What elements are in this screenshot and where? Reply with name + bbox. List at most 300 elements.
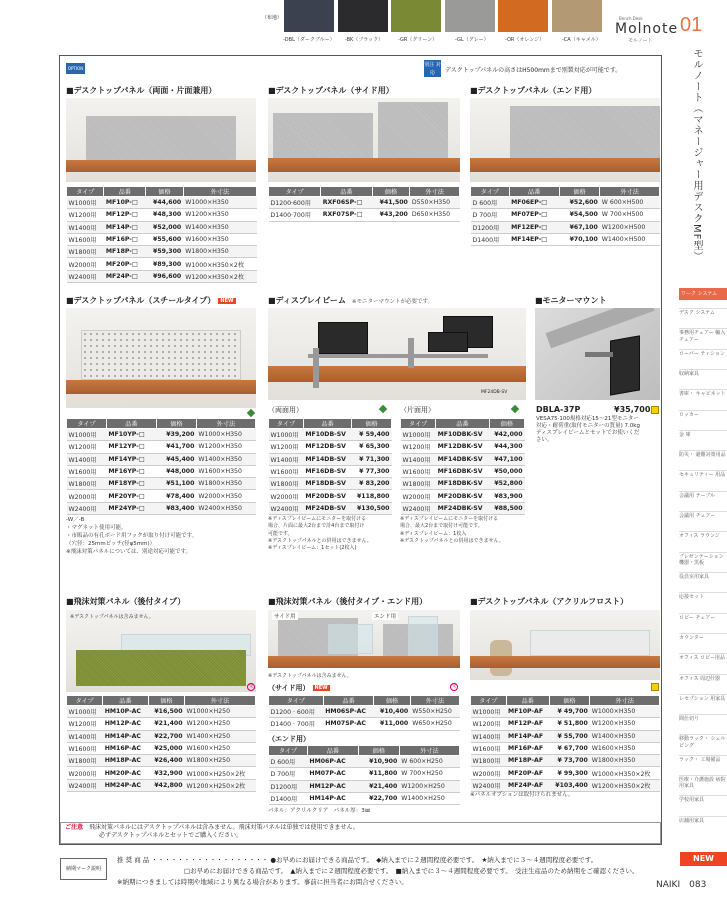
table-cell: ¥52,000 [146, 221, 184, 233]
table-cell: W1800×H350 [590, 755, 660, 767]
table-row [67, 706, 256, 718]
table-splash-side [268, 695, 460, 731]
table-cell: ¥103,400 [549, 779, 589, 791]
table-cell: ¥22,700 [148, 730, 184, 742]
table-row [67, 730, 256, 742]
column-header: タイプ [269, 187, 321, 197]
table-cell: ¥47,100 [489, 453, 524, 465]
table-cell: W1200×H500 [600, 221, 660, 233]
table-cell: ¥78,400 [156, 490, 196, 502]
table-cell: MF24DBK-SV [436, 502, 490, 514]
side-nav-divider [679, 552, 727, 553]
legend-line2: □お早めにお届けできる商品です。 ▲納入までに２週間程度必要です。 ■納入までに３〜４週間程度必要です。 受注生産品のため納期をご確認ください。 [184, 867, 639, 875]
table-cell: MF16P-AF [506, 742, 549, 754]
side-nav-item[interactable]: ロビー チェアー [679, 614, 716, 621]
table-cell: MF24P-□ [104, 270, 146, 282]
table-cell: W1400用 [401, 453, 436, 465]
table-cell: RXF06SP-□ [321, 197, 372, 209]
table-header [269, 746, 460, 756]
table-row [67, 441, 256, 453]
section-title-both-panel: ■デスクトップパネル（両面・片面兼用） [66, 86, 217, 95]
table-row [401, 502, 525, 514]
column-header: 品番 [106, 419, 156, 429]
side-nav-item[interactable]: 収納家具 [679, 370, 700, 377]
table-cell: W2000用 [67, 490, 107, 502]
table-header [401, 419, 525, 429]
table-cell: HM18P-AC [103, 755, 148, 767]
table-cell: MF20P-□ [104, 258, 146, 270]
note-line: ※飛沫対策パネルについては、別途対応可能です。 [66, 548, 192, 555]
table-cell: MF20P-AF [506, 767, 549, 779]
note-line: 対応・耐荷重(取付モニターの質量) 7.0kg [536, 423, 640, 430]
column-header: 品番 [436, 419, 490, 429]
side-nav-divider [679, 572, 727, 573]
table-cell: MF18YP-□ [106, 478, 156, 490]
table-cell: MF14DB-SV [303, 453, 352, 465]
side-nav-divider [679, 511, 727, 512]
table-row [67, 209, 257, 221]
swatch-label-dbl: -DBL（ダークブルー） [283, 37, 335, 43]
table-cell: ¥118,800 [352, 490, 392, 502]
display-single-notes [400, 516, 504, 545]
side-nav-item[interactable]: 防災・ 避難対策用品 [679, 452, 726, 459]
table-cell: ¥22,700 [358, 792, 399, 804]
vertical-title: モルノート（マネージャー用デスクMF型） [691, 48, 702, 263]
table-cell: W 600×H250 [399, 756, 459, 768]
table-row [67, 197, 257, 209]
legend-box: 納期マーク説明 [60, 858, 107, 880]
table-cell: ¥54,500 [559, 209, 599, 221]
table-row [401, 465, 525, 477]
table-cell: HM12P-AC [307, 780, 358, 792]
table-header [67, 696, 256, 706]
column-header: 価格 [156, 419, 196, 429]
side-nav-item[interactable]: オフィス 周辺什器 [679, 675, 721, 682]
side-nav-divider [679, 389, 727, 390]
side-nav-divider [679, 369, 727, 370]
photo-monitor-mount [535, 308, 660, 400]
table-cell: W1200用 [401, 441, 436, 453]
table-cell: ¥ 49,700 [549, 706, 589, 718]
table-cell: W1200用 [269, 441, 304, 453]
table-cell: ¥59,300 [146, 246, 184, 258]
table-cell: D 700用 [471, 209, 510, 221]
note-line: ・マグネット使用可能。 [66, 524, 127, 531]
table-cell: W1000用 [67, 706, 103, 718]
sub-single-label: （片面用） [400, 406, 435, 414]
swatch-or [498, 0, 548, 32]
side-nav-divider [679, 734, 727, 735]
note-line: （穴径：25mmピッチ(径φ5mm)） [66, 540, 156, 547]
mark-made-to-order: 受 [248, 684, 254, 689]
table-cell: ¥ 71,300 [352, 453, 392, 465]
fabric-label: （布地） [262, 15, 283, 21]
column-header: 価格 [352, 419, 392, 429]
side-nav-item[interactable]: ロッカー [679, 411, 699, 418]
swatch-gl [445, 0, 495, 32]
side-nav-divider [679, 531, 727, 532]
brand-sub: モルノート [628, 38, 653, 44]
table-cell: ¥48,000 [156, 465, 196, 477]
column-header: 外寸法 [196, 419, 255, 429]
table-cell: MF14YP-□ [106, 453, 156, 465]
table-cell: D650×H350 [410, 209, 460, 221]
column-header: タイプ [269, 419, 304, 429]
table-cell: ¥45,400 [156, 453, 196, 465]
side-nav-item[interactable]: オフィス ラウンジ [679, 533, 720, 540]
table-row [67, 453, 256, 465]
table-row [67, 258, 257, 270]
table-cell: ¥50,000 [489, 465, 524, 477]
table-cell: W1600×H250 [185, 742, 256, 754]
table-cell: MF18DB-SV [303, 478, 352, 490]
table-cell: W1600用 [67, 465, 107, 477]
table-cell: W1000×H350×2枚 [590, 767, 660, 779]
table-cell: MF07EP-□ [509, 209, 559, 221]
table-splash-panel [66, 695, 256, 792]
side-nav-item[interactable]: 学校用家具 [679, 797, 705, 804]
note-line: ※ディスプレイビーム：1セット(2枚入) [268, 545, 357, 551]
steel-title: ■デスクトップパネル（スチールタイプ） [66, 296, 216, 305]
column-header: タイプ [401, 419, 436, 429]
table-cell: W2400用 [67, 502, 107, 514]
table-cell: ¥26,400 [148, 755, 184, 767]
note-line: -W／-B [66, 517, 85, 523]
table-cell: W2000用 [67, 767, 103, 779]
brand-small: Bench Desk [619, 16, 643, 21]
table-cell: W 600×H500 [600, 197, 660, 209]
table-cell: W1200×H350×2枚 [183, 270, 256, 282]
table-row [471, 755, 660, 767]
table-cell: ¥41,700 [156, 441, 196, 453]
column-header: 価格 [358, 746, 399, 756]
table-cell: W1200×H250 [399, 780, 459, 792]
bespoke-badge: 別注 対応 [424, 62, 441, 76]
side-nav-item[interactable]: オフィス ロビー用品 [679, 655, 725, 662]
column-header: 品番 [506, 696, 549, 706]
side-nav-item[interactable]: 会議用 テーブル [679, 492, 716, 499]
mark-recommended [651, 406, 659, 414]
section-title-splash-end: ■飛沫対策パネル（後付タイプ・エンド用） [268, 597, 428, 606]
table-cell: MF12DBK-SV [436, 441, 490, 453]
table-row [67, 718, 256, 730]
table-cell: MF10P-□ [104, 197, 146, 209]
table-row [269, 780, 460, 792]
table-row [269, 756, 460, 768]
side-nav-divider [679, 633, 727, 634]
column-header: 価格 [148, 696, 184, 706]
table-cell: MF12EP-□ [509, 221, 559, 233]
table-end-panel [470, 186, 660, 246]
side-nav-item[interactable]: プレゼンテーション 機器・黒板 [679, 553, 724, 566]
acrylic-note: ※パネルオプションは取付けられません。 [470, 792, 574, 798]
table-cell: HM12P-AC [103, 718, 148, 730]
side-nav-item[interactable]: 事務用チェアー 輸入チェアー [679, 330, 726, 343]
note-line: ※デスクトップパネルとの併用はできません。 [268, 537, 372, 544]
side-nav-item[interactable]: セキュリティー 用品 [679, 472, 726, 479]
table-cell: MF18P-AF [506, 755, 549, 767]
side-nav-item[interactable]: ローパー ティション [679, 350, 725, 357]
display-both-notes [268, 516, 372, 552]
side-nav-item[interactable]: 間仕切り [679, 716, 700, 723]
mark-made-to-order-2: 受 [451, 684, 457, 689]
table-cell: ¥10,900 [358, 756, 399, 768]
table-cell: W1200×H350 [590, 718, 660, 730]
table-cell: ¥ 99,300 [549, 767, 589, 779]
table-cell: D 700用 [269, 768, 308, 780]
table-row [67, 465, 256, 477]
section-title-steel-panel [66, 295, 236, 306]
table-header [269, 696, 460, 706]
table-header [67, 419, 256, 429]
table-row [471, 233, 660, 245]
side-nav-item[interactable]: 移動ラック・ シェルビング [679, 736, 726, 749]
side-nav-divider [679, 714, 727, 715]
new-footer-badge: NEW [680, 852, 727, 866]
column-header: 価格 [374, 696, 410, 706]
table-cell: ¥21,400 [148, 718, 184, 730]
table-cell: W1200用 [471, 718, 507, 730]
column-header: 外寸法 [600, 187, 660, 197]
note-line: ※デスクトップパネルとの併用はできません。 [400, 537, 504, 544]
table-row [269, 706, 460, 718]
column-header: 品番 [307, 746, 358, 756]
side-nav-item[interactable]: 応接セット [679, 594, 705, 601]
table-cell: ¥ 55,700 [549, 730, 589, 742]
splash-material: パネル：アクリルクリア パネル厚：3㎜ [268, 808, 371, 814]
table-cell: HM06P-AC [307, 756, 358, 768]
table-cell: MF18P-□ [104, 246, 146, 258]
side-nav-divider [679, 592, 727, 593]
table-cell: ¥83,400 [156, 502, 196, 514]
side-nav-item[interactable]: デスク システム [679, 310, 715, 316]
swatch-dbl [284, 0, 334, 32]
table-header [67, 187, 257, 197]
sub-end-label: （エンド用） [268, 735, 310, 743]
table-cell: W1400用 [67, 730, 103, 742]
table-cell: ¥89,300 [146, 258, 184, 270]
table-row [269, 792, 460, 804]
table-cell: W1000用 [67, 197, 104, 209]
table-cell: ¥52,600 [559, 197, 599, 209]
table-row [67, 270, 257, 282]
side-nav-divider [679, 653, 727, 654]
table-cell: W650×H250 [410, 718, 459, 730]
table-cell: ¥42,800 [148, 779, 184, 791]
splash-photo-note: ※デスクトップパネルは含みません。 [70, 614, 154, 620]
table-row [67, 233, 257, 245]
side-nav-item[interactable]: 役員室用家具 [679, 574, 710, 580]
table-cell: W 700×H250 [399, 768, 459, 780]
section-number: 01 [680, 14, 703, 36]
column-header: 価格 [549, 696, 589, 706]
swatch-label-gr: -GR（グリーン） [398, 37, 438, 43]
column-header: 品番 [103, 696, 148, 706]
swatch-label-or: -OR（オレンジ） [505, 37, 545, 43]
side-nav-item[interactable]: 店舗用家具 [679, 817, 705, 824]
table-cell: W1400×H250 [185, 730, 256, 742]
table-splash-end [268, 745, 460, 805]
sub-side-title [268, 683, 330, 693]
table-cell: HM06SP-AC [323, 706, 374, 718]
table-cell: ¥16,500 [148, 706, 184, 718]
table-row [401, 490, 525, 502]
table-cell: HM14P-AC [103, 730, 148, 742]
table-header [269, 419, 392, 429]
table-cell: ¥130,500 [352, 502, 392, 514]
table-row [269, 490, 392, 502]
table-cell: W1400×H350 [196, 453, 255, 465]
table-cell: ¥39,200 [156, 429, 196, 441]
table-cell: D1200·600用 [269, 197, 321, 209]
column-header: タイプ [471, 187, 510, 197]
table-cell: W1800用 [67, 755, 103, 767]
column-header: 価格 [372, 187, 410, 197]
side-nav-divider [679, 470, 727, 471]
caution-label: ご注意 [65, 824, 84, 831]
monitor-mount-price: ¥35,700 [614, 405, 651, 414]
table-row [269, 502, 392, 514]
table-row [269, 453, 392, 465]
table-row [471, 706, 660, 718]
table-cell: MF20YP-□ [106, 490, 156, 502]
side-nav-divider [679, 694, 727, 695]
sub-side-label: （サイド用） [268, 684, 310, 692]
table-cell: W1200×H350 [183, 209, 256, 221]
section-title-end-panel: ■デスクトップパネル（エンド用） [470, 86, 597, 95]
table-row [269, 718, 460, 730]
table-row [67, 478, 256, 490]
table-cell: MF14P-AF [506, 730, 549, 742]
note-line: ディスプレイビームとセットでお使いくだ [536, 430, 640, 437]
note-line: 場合、最大2台まで取付け可能です。 [400, 523, 483, 530]
table-cell: ¥88,500 [489, 502, 524, 514]
column-header: 外寸法 [590, 696, 660, 706]
caution-line1: 飛沫対策パネルにはデスクトップパネルは含みません。飛沫対策パネルは単独では使用できません。 [89, 824, 359, 831]
table-cell: W 700×H500 [600, 209, 660, 221]
side-nav-item[interactable]: 金 庫 [679, 431, 691, 438]
table-cell: W550×H250 [410, 706, 459, 718]
table-cell: MF16YP-□ [106, 465, 156, 477]
table-row [67, 246, 257, 258]
table-cell: ¥44,300 [489, 441, 524, 453]
table-acrylic-panel [470, 695, 660, 792]
table-cell: ¥ 83,200 [352, 478, 392, 490]
table-cell: W1000用 [471, 706, 507, 718]
table-row [401, 441, 525, 453]
table-cell: MF20DB-SV [303, 490, 352, 502]
table-cell: ¥21,400 [358, 780, 399, 792]
column-header: タイプ [67, 419, 107, 429]
table-header [471, 696, 660, 706]
side-nav-item[interactable]: ラック・ 工場備品 [679, 756, 721, 763]
note-line: 場合、片面に最大2台まで計4台まで取付け [268, 523, 365, 530]
table-cell: MF12P-□ [104, 209, 146, 221]
table-cell: MF20DBK-SV [436, 490, 490, 502]
display-beam-note: ※モニターマウントが必要です。 [351, 299, 434, 305]
swatch-gr [391, 0, 441, 32]
table-cell: ¥ 59,400 [352, 429, 392, 441]
table-row [67, 755, 256, 767]
table-row [401, 478, 525, 490]
table-cell: ¥70,100 [559, 233, 599, 245]
caution-line2: 必ずデスクトップパネルとセットでご購入ください。 [99, 832, 243, 840]
table-cell: ¥11,000 [374, 718, 410, 730]
photo-acrylic-panel [470, 610, 660, 680]
table-cell: MF24DB-SV [303, 502, 352, 514]
table-cell: D1400 · 700用 [269, 718, 324, 730]
column-header: 品番 [303, 419, 352, 429]
side-nav-item[interactable]: 会議用 チェアー [679, 513, 716, 520]
caution-box [60, 822, 661, 844]
table-cell: W1800用 [269, 478, 304, 490]
table-cell: MF12P-AF [506, 718, 549, 730]
table-cell: W1800用 [67, 246, 104, 258]
section-title-monitor-mount: ■モニターマウント [535, 296, 607, 305]
section-title-side-panel: ■デスクトップパネル（サイド用） [268, 86, 394, 95]
table-cell: ¥44,600 [146, 197, 184, 209]
table-row [269, 441, 392, 453]
section-title-display-beam [268, 295, 433, 306]
table-cell: W1400用 [67, 453, 107, 465]
table-cell: ¥43,200 [372, 209, 410, 221]
swatch-label-gl: -GL（グレー） [455, 37, 489, 43]
side-nav-item[interactable]: 書庫・ キャビネット [679, 391, 726, 398]
table-row [269, 197, 460, 209]
side-nav-active[interactable]: ワーク システム [679, 288, 727, 300]
table-cell: MF10DBK-SV [436, 429, 490, 441]
table-row [67, 429, 256, 441]
option-badge: OPTION [66, 63, 85, 74]
brand-logo: Molnote [615, 21, 679, 37]
side-nav-item[interactable]: レセプション 用家具 [679, 695, 726, 702]
side-nav-divider [679, 491, 727, 492]
monitor-mount-desc [536, 416, 640, 445]
table-cell: W1000用 [67, 429, 107, 441]
column-header: 外寸法 [183, 187, 256, 197]
side-nav-divider [679, 755, 727, 756]
table-cell: W1200×H350 [196, 441, 255, 453]
page-number: 083 [689, 880, 707, 890]
table-cell: ¥ 67,700 [549, 742, 589, 754]
table-row [471, 779, 660, 791]
page-footer [656, 877, 706, 890]
table-cell: D 600用 [471, 197, 510, 209]
table-cell: W1000×H350 [183, 197, 256, 209]
table-cell: W1200×H350×2枚 [590, 779, 660, 791]
table-cell: W1200用 [67, 209, 104, 221]
column-header: タイプ [67, 696, 103, 706]
table-cell: ¥96,600 [146, 270, 184, 282]
table-row [67, 779, 256, 791]
display-beam-title: ■ディスプレイビーム [268, 296, 346, 305]
table-cell: MF10DB-SV [303, 429, 352, 441]
table-row [401, 429, 525, 441]
side-nav-divider [679, 430, 727, 431]
side-nav-divider [679, 674, 727, 675]
table-cell: HM14P-AC [307, 792, 358, 804]
photo-display-beam [268, 308, 526, 400]
table-cell: HM16P-AC [103, 742, 148, 754]
side-nav-item[interactable]: カウンター [679, 634, 704, 641]
side-nav-item[interactable]: 医療・介護施設 病院用家具 [679, 777, 726, 790]
column-header: 価格 [146, 187, 184, 197]
table-cell: MF06EP-□ [509, 197, 559, 209]
column-header: 品番 [509, 187, 559, 197]
column-header: 外寸法 [410, 696, 459, 706]
table-cell: W1800×H250 [185, 755, 256, 767]
side-nav-divider [679, 775, 727, 776]
